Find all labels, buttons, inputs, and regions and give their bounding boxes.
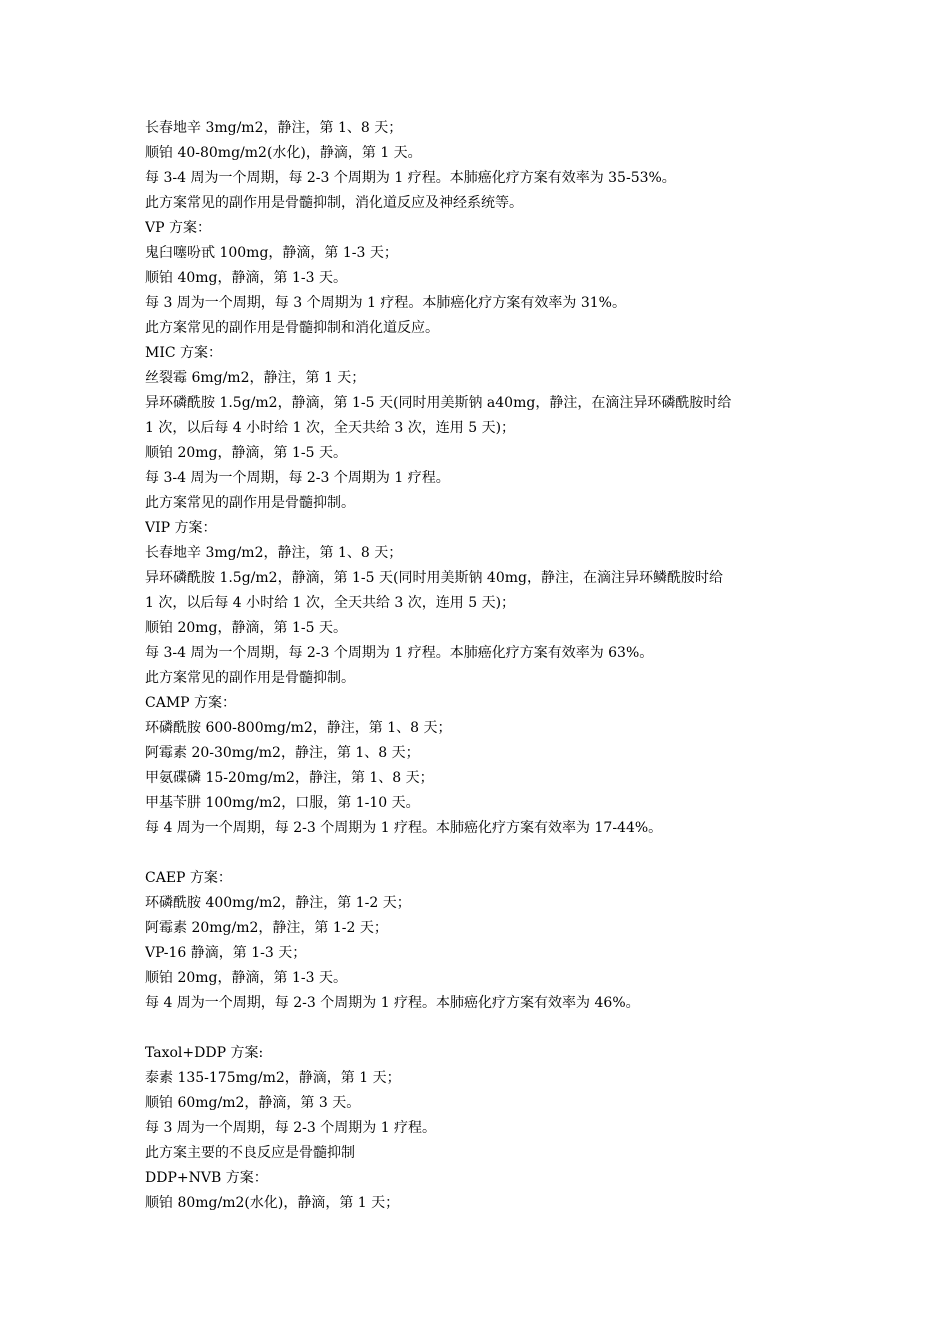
text-line: 顺铂 20mg，静滴，第 1-5 天。 bbox=[145, 445, 347, 461]
text-line: 环磷酰胺 600-800mg/m2，静注，第 1、8 天； bbox=[145, 720, 452, 736]
text-line: 长春地辛 3mg/m2，静注，第 1、8 天； bbox=[145, 545, 403, 561]
blank-line bbox=[145, 841, 825, 866]
text-line: 每 3 周为一个周期，每 2-3 个周期为 1 疗程。 bbox=[145, 1120, 437, 1136]
text-line: 鬼臼噻吩甙 100mg，静滴，第 1-3 天； bbox=[145, 245, 398, 261]
text-line: 异环磷酰胺 1.5g/m2，静滴，第 1-5 天(同时用美斯钠 40mg，静注，在滴注异环鳞酰胺时给 bbox=[145, 570, 723, 586]
text-line: 泰素 135-175mg/m2，静滴，第 1 天； bbox=[145, 1070, 401, 1086]
text-line: 顺铂 20mg，静滴，第 1-3 天。 bbox=[145, 970, 347, 986]
text-line: 此方案常见的副作用是骨髓抑制。 bbox=[145, 670, 355, 686]
text-line: 甲基苄肼 100mg/m2，口服，第 1-10 天。 bbox=[145, 795, 420, 811]
text-line: 顺铂 40-80mg/m2(水化)，静滴，第 1 天。 bbox=[145, 145, 422, 161]
text-line: Taxol+DDP 方案: bbox=[145, 1045, 264, 1061]
text-line: 阿霉素 20-30mg/m2，静注，第 1、8 天； bbox=[145, 745, 420, 761]
text-line: 丝裂霉 6mg/m2，静注，第 1 天； bbox=[145, 370, 366, 386]
text-line: 环磷酰胺 400mg/m2，静注，第 1-2 天； bbox=[145, 895, 411, 911]
text-line: MIC 方案： bbox=[145, 345, 223, 361]
text-line: 每 3-4 周为一个周期，每 2-3 个周期为 1 疗程。本肺癌化疗方案有效率为 63%。 bbox=[145, 645, 654, 661]
text-line: 此方案常见的副作用是骨髓抑制和消化道反应。 bbox=[145, 320, 439, 336]
text-line: 1 次，以后每 4 小时给 1 次，全天共给 3 次，连用 5 天)； bbox=[145, 595, 516, 611]
text-line: DDP+NVB 方案： bbox=[145, 1170, 268, 1186]
text-line: CAMP 方案： bbox=[145, 695, 237, 711]
text-line: 1 次，以后每 4 小时给 1 次，全天共给 3 次，连用 5 天)； bbox=[145, 420, 516, 436]
text-line: 此方案常见的副作用是骨髓抑制，消化道反应及神经系统等。 bbox=[145, 195, 523, 211]
text-line: VP-16 静滴，第 1-3 天； bbox=[145, 945, 307, 961]
text-line: 每 3-4 周为一个周期，每 2-3 个周期为 1 疗程。 bbox=[145, 470, 450, 486]
text-line: 顺铂 80mg/m2(水化)，静滴，第 1 天； bbox=[145, 1195, 400, 1211]
text-line: 甲氨碟磷 15-20mg/m2，静注，第 1、8 天； bbox=[145, 770, 434, 786]
blank-line bbox=[145, 1016, 825, 1041]
text-line: 此方案主要的不良反应是骨髓抑制 bbox=[145, 1145, 355, 1161]
document-page bbox=[145, 116, 825, 1216]
text-line: 每 4 周为一个周期，每 2-3 个周期为 1 疗程。本肺癌化疗方案有效率为 46%。 bbox=[145, 995, 640, 1011]
text-line: VIP 方案： bbox=[145, 520, 217, 536]
text-line: 阿霉素 20mg/m2，静注，第 1-2 天； bbox=[145, 920, 388, 936]
text-line: VP 方案： bbox=[145, 220, 211, 236]
text-line: 顺铂 60mg/m2，静滴，第 3 天。 bbox=[145, 1095, 361, 1111]
text-line: 此方案常见的副作用是骨髓抑制。 bbox=[145, 495, 355, 511]
text-line: 每 3 周为一个周期，每 3 个周期为 1 疗程。本肺癌化疗方案有效率为 31%。 bbox=[145, 295, 626, 311]
text-line: 顺铂 40mg，静滴，第 1-3 天。 bbox=[145, 270, 347, 286]
text-line: 异环磷酰胺 1.5g/m2，静滴，第 1-5 天(同时用美斯钠 a40mg，静注，在滴注异环磷酰胺时给 bbox=[145, 395, 732, 411]
text-line: 长春地辛 3mg/m2，静注，第 1、8 天； bbox=[145, 120, 403, 136]
text-line: 每 3-4 周为一个周期，每 2-3 个周期为 1 疗程。本肺癌化疗方案有效率为 35-53%。 bbox=[145, 170, 676, 186]
text-line: 每 4 周为一个周期，每 2-3 个周期为 1 疗程。本肺癌化疗方案有效率为 17-44%。 bbox=[145, 820, 663, 836]
text-line: CAEP 方案： bbox=[145, 870, 232, 886]
text-line: 顺铂 20mg，静滴，第 1-5 天。 bbox=[145, 620, 347, 636]
